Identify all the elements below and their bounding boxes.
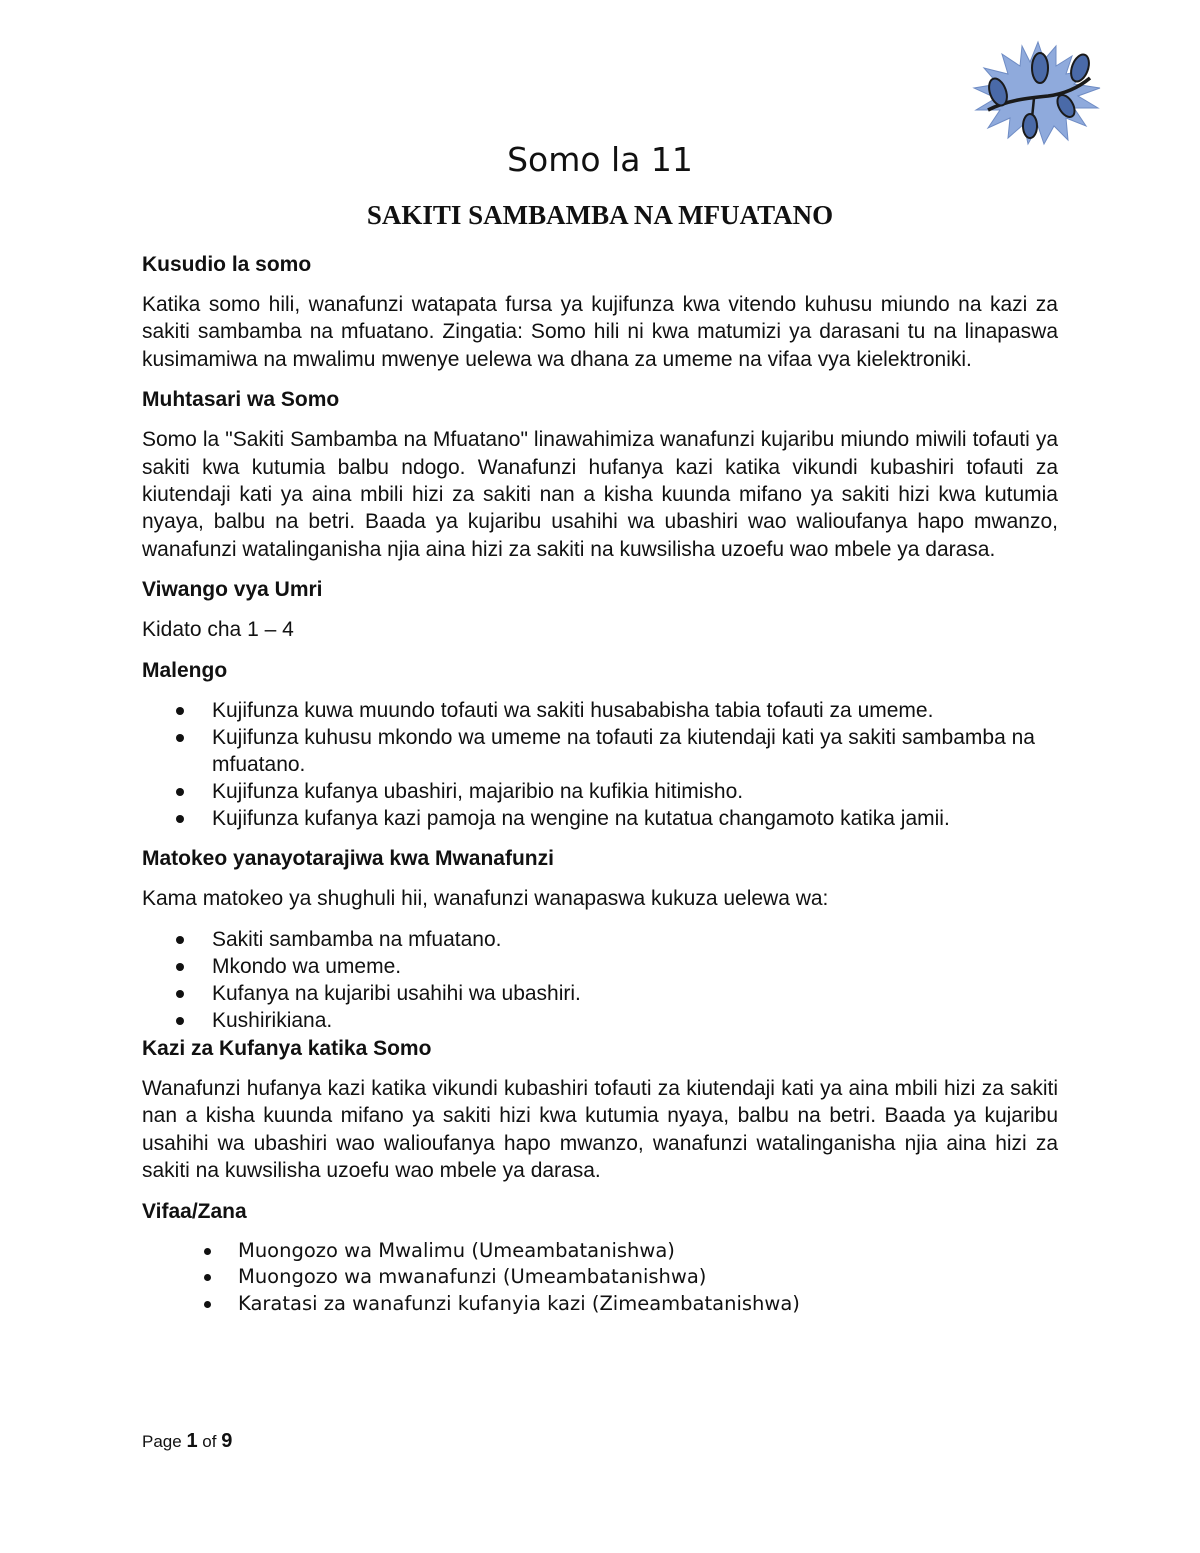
list-item: [212, 697, 1058, 724]
list-item-text: Sakiti sambamba na mfuatano.: [212, 928, 502, 952]
bullet-icon: [176, 936, 184, 944]
bullet-icon: [176, 707, 184, 715]
section-paragraph: Katika somo hili, wanafunzi watapata fursa ya kujifunza kwa vitendo kuhusu miundo na kazi za sakiti sambamba na mfuatano. Zingatia: Somo hili ni kwa matumizi ya darasani tu na linapaswa kusimamiwa na mwalimu mwenye uelewa wa dhana za umeme na vifaa vya kielektroniki.: [142, 293, 1058, 371]
materials-list: [142, 1238, 1058, 1318]
bullet-icon: [204, 1301, 211, 1308]
current-page-number: 1: [186, 1430, 198, 1452]
section-heading: Kusudio la somo: [142, 253, 312, 276]
document-body: [142, 252, 1058, 1317]
logo-seed: [1023, 114, 1037, 138]
list-item: [238, 1291, 1058, 1318]
section-goals: [142, 658, 1058, 832]
list-item: [238, 1264, 1058, 1291]
bullet-icon: [204, 1248, 211, 1255]
ieee-seed-logo-icon: [968, 38, 1108, 148]
list-item-text: Kujifunza kuwa muundo tofauti wa sakiti husababisha tabia tofauti za umeme.: [212, 698, 934, 722]
bullet-icon: [176, 990, 184, 998]
section-heading: Matokeo yanayotarajiwa kwa Mwanafunzi: [142, 846, 554, 870]
section-paragraph: Kidato cha 1 – 4: [142, 618, 294, 642]
list-item-text: Muongozo wa mwanafunzi (Umeambatanishwa): [238, 1265, 707, 1289]
section-purpose: [142, 252, 1058, 373]
section-tasks: [142, 1036, 1058, 1185]
page-label: Page: [142, 1432, 182, 1451]
bullet-icon: [176, 788, 184, 796]
bullet-icon: [176, 734, 184, 742]
section-heading: Kazi za Kufanya katika Somo: [142, 1037, 432, 1061]
section-paragraph: Wanafunzi hufanya kazi katika vikundi kubashiri tofauti za kiutendaji kati ya aina mbili hizi za sakiti nan a kisha kuunda mifano ya sakiti hizi kwa kutumia nyaya, balbu na betri. Baada ya kujaribu usahihi wa ubashiri wao walioufanya hapo mwanzo, wanafunzi watalinganisha njia aina hizi za sakiti na kuwsilisha uzoefu wao mbele ya darasa.: [142, 1077, 1058, 1183]
bullet-icon: [176, 963, 184, 971]
section-outcomes: [142, 846, 1058, 1034]
section-summary: [142, 387, 1058, 563]
section-heading: Viwango vya Umri: [142, 578, 323, 602]
section-heading: Malengo: [142, 658, 228, 682]
document-page: [142, 0, 1058, 1553]
list-item-text: Kufanya na kujaribi usahihi wa ubashiri.: [212, 982, 581, 1006]
list-item-text: Kujifunza kuhusu mkondo wa umeme na tofauti za kiutendaji kati ya sakiti sambamba na mfuatano.: [212, 725, 1035, 776]
page-of-label: of: [202, 1432, 217, 1451]
list-item-text: Mkondo wa umeme.: [212, 955, 402, 979]
bullet-icon: [176, 1017, 184, 1025]
list-item-text: Kujifunza kufanya kazi pamoja na wengine na kutatua changamoto katika jamii.: [212, 806, 950, 830]
list-item: [212, 1007, 1058, 1034]
list-item-text: Kushirikiana.: [212, 1009, 333, 1033]
total-pages-number: 9: [221, 1430, 233, 1452]
bullet-icon: [204, 1274, 211, 1281]
list-item-text: Kujifunza kufanya ubashiri, majaribio na kufikia hitimisho.: [212, 779, 744, 803]
section-heading: Muhtasari wa Somo: [142, 388, 340, 412]
list-item-text: Karatasi za wanafunzi kufanyia kazi (Zimeambatanishwa): [238, 1291, 800, 1315]
list-item-text: Muongozo wa Mwalimu (Umeambatanishwa): [238, 1238, 675, 1262]
lesson-title: SAKITI SAMBAMBA NA MFUATANO: [366, 200, 834, 230]
section-heading: Vifaa/Zana: [142, 1199, 247, 1223]
outcomes-list: [142, 926, 1058, 1034]
lesson-number: Somo la 11: [507, 140, 693, 179]
list-item: [212, 778, 1058, 805]
list-item: [212, 926, 1058, 953]
bullet-icon: [176, 815, 184, 823]
logo-seed: [1032, 53, 1048, 83]
section-paragraph: Kama matokeo ya shughuli hii, wanafunzi wanapaswa kukuza uelewa wa:: [142, 886, 829, 910]
list-item: [212, 953, 1058, 980]
list-item: [212, 805, 1058, 832]
list-item: [238, 1238, 1058, 1265]
section-paragraph: Somo la "Sakiti Sambamba na Mfuatano" linawahimiza wanafunzi kujaribu miundo miwili tofauti ya sakiti kwa kutumia balbu ndogo. Wanafunzi hufanya kazi katika vikundi kubashiri tofauti za kiutendaji kati ya aina mbili hizi za sakiti nan a kisha kuunda mifano ya sakiti hizi kwa kutumia nyaya, balbu na betri. Baada ya kujaribu usahihi wa ubashiri wao walioufanya hapo mwanzo, wanafunzi watalinganisha njia aina hizi za sakiti na kuwsilisha uzoefu wao mbele ya darasa.: [142, 428, 1058, 561]
page-footer: [142, 1430, 232, 1453]
list-item: [212, 724, 1058, 778]
goals-list: [142, 697, 1058, 832]
list-item: [212, 980, 1058, 1007]
section-age: [142, 577, 1058, 643]
section-materials: [142, 1199, 1058, 1318]
